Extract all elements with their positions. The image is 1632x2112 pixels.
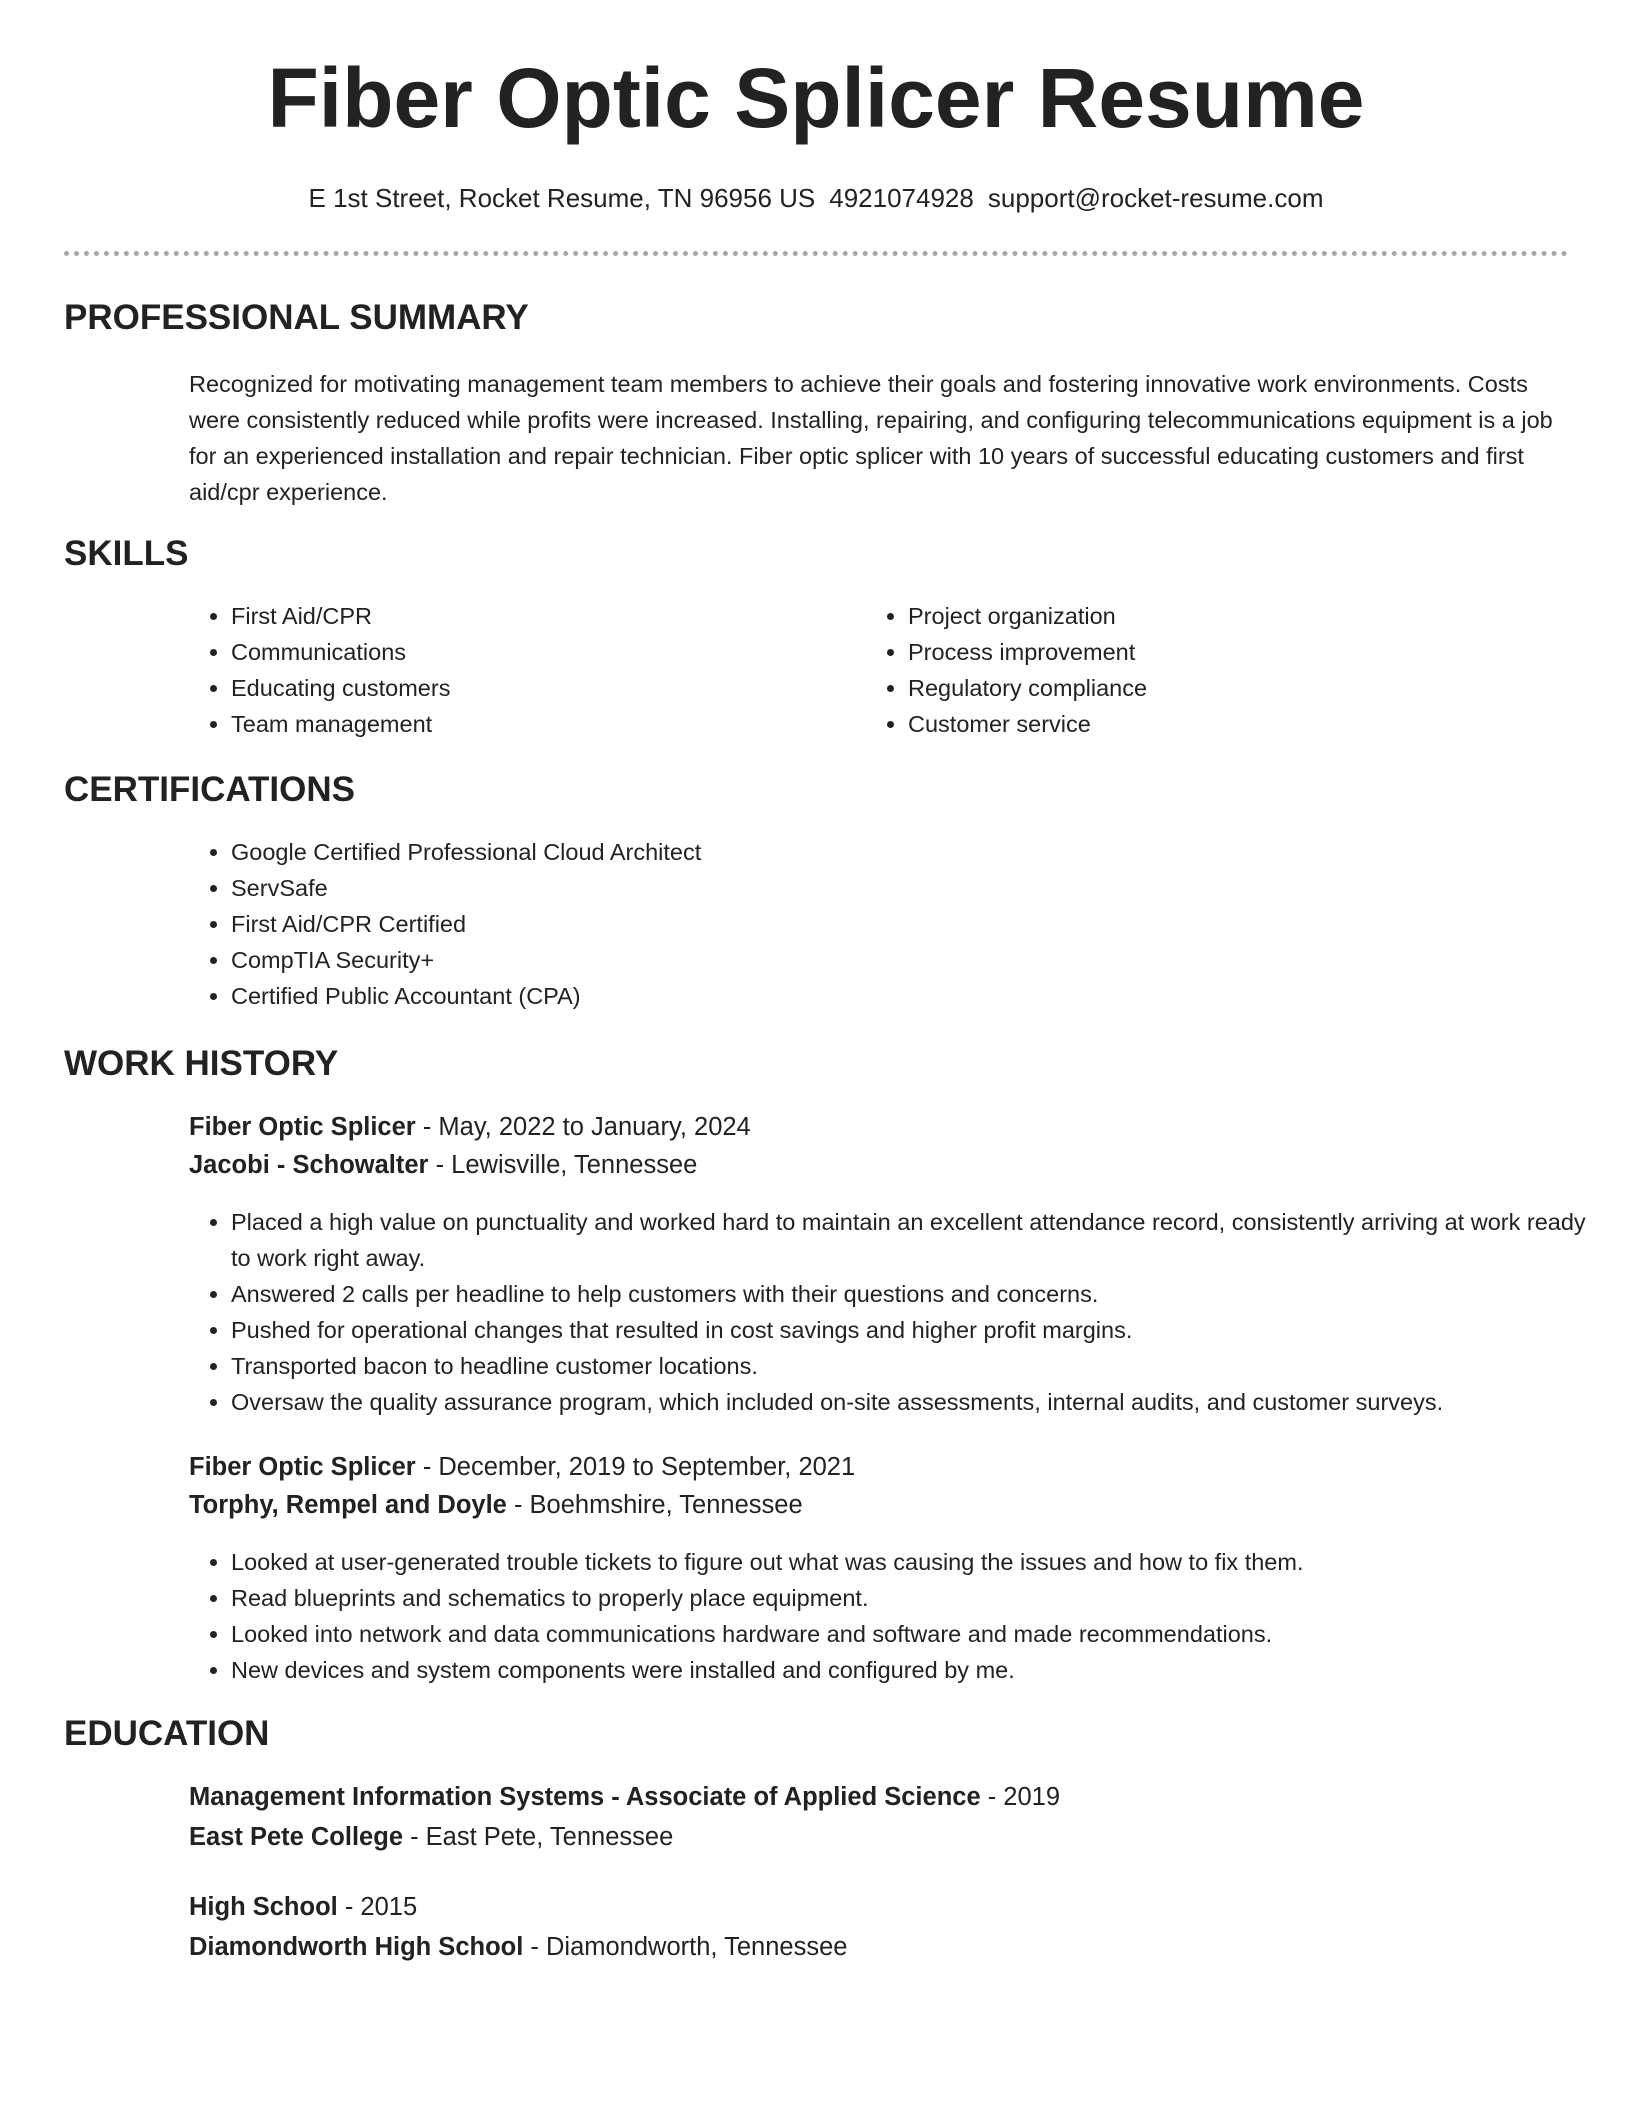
job-location: - Lewisville, Tennessee [428, 1151, 698, 1179]
list-item: • Customer service [908, 706, 1508, 742]
section-heading-education: EDUCATION [64, 1714, 270, 1753]
education-degree: Management Information Systems - Associate of Applied Science [189, 1783, 981, 1811]
list-item: • Certified Public Accountant (CPA) [231, 978, 1531, 1014]
education-location: - Diamondworth, Tennessee [523, 1933, 848, 1961]
list-item: • Looked at user-generated trouble tickets to figure out what was causing the issues and how to fix them. [231, 1544, 1596, 1580]
list-item: • Regulatory compliance [908, 670, 1508, 706]
education-year: - 2019 [980, 1783, 1061, 1811]
certifications-list [187, 834, 1531, 1014]
list-item: • Project organization [908, 598, 1508, 634]
contact-line [0, 180, 1632, 216]
email: support@rocket-resume.com [987, 183, 1324, 213]
job-company: Jacobi - Schowalter [189, 1151, 429, 1179]
header-divider [64, 251, 1568, 256]
section-heading-work-history: WORK HISTORY [64, 1044, 339, 1083]
job-company: Torphy, Rempel and Doyle [189, 1491, 507, 1519]
list-item: • Pushed for operational changes that resulted in cost savings and higher profit margins. [231, 1312, 1596, 1348]
list-item: • Communications [231, 634, 831, 670]
education-location: - East Pete, Tennessee [403, 1823, 674, 1851]
job-location: - Boehmshire, Tennessee [506, 1491, 803, 1519]
skills-list-left [187, 598, 831, 742]
list-item: • First Aid/CPR [231, 598, 831, 634]
list-item: • CompTIA Security+ [231, 942, 1531, 978]
section-heading-certifications: CERTIFICATIONS [64, 770, 356, 809]
education-school-line [189, 1818, 673, 1856]
job-dates: - December, 2019 to September, 2021 [415, 1453, 856, 1481]
phone: 4921074928 [829, 183, 974, 213]
list-item: • First Aid/CPR Certified [231, 906, 1531, 942]
job-title: Fiber Optic Splicer [189, 1113, 416, 1141]
skills-list-right [864, 598, 1508, 742]
education-year: - 2015 [337, 1893, 418, 1921]
summary-text: Recognized for motivating management team members to achieve their goals and fostering innovative work environments. Costs were consistently reduced while profits were increased. Installing, repairing, and configuring telecommunications equipment is a job for an experienced installation and repair technician. Fiber optic splicer with 10 years of successful educating customers and first aid/cpr experience. [189, 371, 1553, 505]
list-item: • Placed a high value on punctuality and worked hard to maintain an excellent attendance record, consistently arriving at work ready to work right away. [231, 1204, 1596, 1276]
section-heading-summary: PROFESSIONAL SUMMARY [64, 298, 529, 337]
job-title-line [189, 1108, 751, 1146]
education-school: East Pete College [189, 1823, 403, 1851]
list-item: • Answered 2 calls per headline to help customers with their questions and concerns. [231, 1276, 1596, 1312]
list-item: • Process improvement [908, 634, 1508, 670]
job-title: Fiber Optic Splicer [189, 1453, 416, 1481]
list-item: • Read blueprints and schematics to properly place equipment. [231, 1580, 1596, 1616]
list-item: • Google Certified Professional Cloud Architect [231, 834, 1531, 870]
list-item: • Looked into network and data communications hardware and software and made recommendations. [231, 1616, 1596, 1652]
education-school: Diamondworth High School [189, 1933, 524, 1961]
education-degree-line [189, 1888, 417, 1926]
job-company-line [189, 1486, 803, 1524]
education-degree: High School [189, 1893, 338, 1921]
job-title-line [189, 1448, 855, 1486]
list-item: • Educating customers [231, 670, 831, 706]
job-bullets [187, 1544, 1596, 1688]
list-item: • Team management [231, 706, 831, 742]
list-item: • ServSafe [231, 870, 1531, 906]
education-school-line [189, 1928, 847, 1966]
list-item: • Oversaw the quality assurance program, which included on-site assessments, internal audits, and customer surveys. [231, 1384, 1596, 1420]
resume-title: Fiber Optic Splicer Resume [267, 51, 1365, 145]
list-item: • New devices and system components were installed and configured by me. [231, 1652, 1596, 1688]
job-company-line [189, 1146, 697, 1184]
job-bullets [187, 1204, 1596, 1420]
list-item: • Transported bacon to headline customer locations. [231, 1348, 1596, 1384]
education-degree-line [189, 1778, 1060, 1816]
address: E 1st Street, Rocket Resume, TN 96956 US [308, 183, 816, 213]
section-heading-skills: SKILLS [64, 534, 189, 573]
job-dates: - May, 2022 to January, 2024 [415, 1113, 751, 1141]
